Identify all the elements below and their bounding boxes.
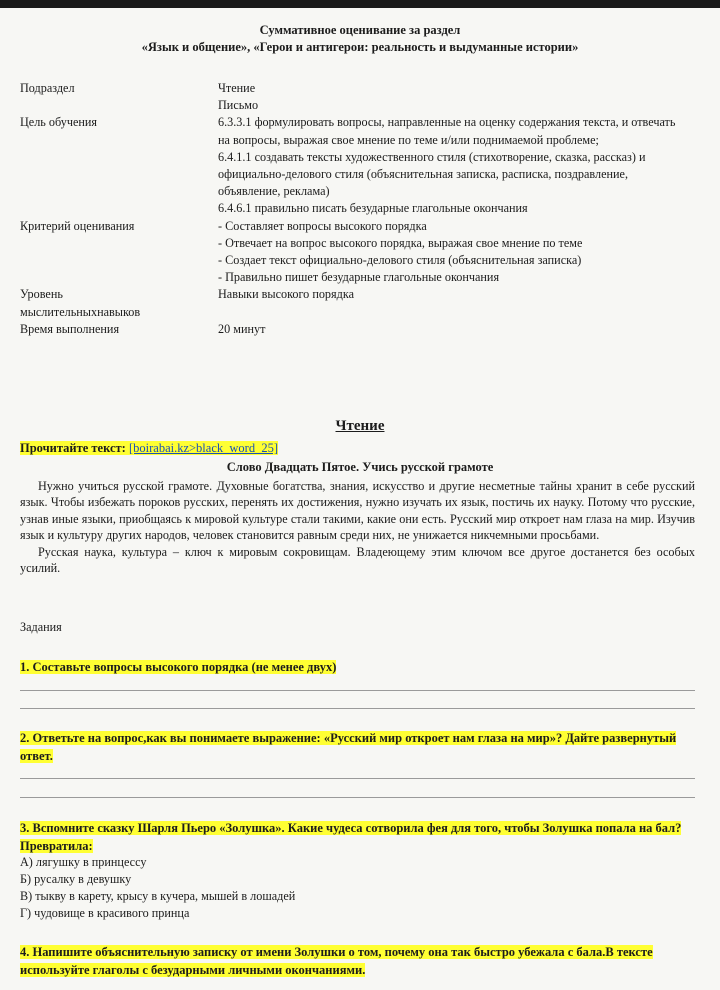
criteria-item: - Создает текст официально-делового стиля (объяснительная записка)	[218, 253, 582, 268]
level-label	[20, 286, 218, 320]
task-2-text: 2. Ответьте на вопрос,как вы понимаете выражение: «Русский мир откроет нам глаза на мир»? Дайте развернутый ответ.	[20, 731, 677, 763]
source-link[interactable]: [boirabai.kz>black_word_25]	[128, 441, 278, 455]
tasks-label: Задания	[20, 620, 62, 634]
answer-line[interactable]	[20, 797, 695, 798]
task-2	[20, 729, 695, 765]
time-value: 20 минут	[218, 321, 266, 336]
subsection-label: Подраздел	[20, 81, 75, 95]
read-instruction-text: Прочитайте текст:	[20, 441, 129, 455]
option-c[interactable]: В) тыкву в карету, крысу в кучера, мышей в лошадей	[20, 889, 296, 903]
level-label-line: мыслительныхнавыков	[20, 304, 141, 319]
level-label-line: Уровень	[20, 287, 63, 302]
criteria-item: - Отвечает на вопрос высокого порядка, выражая свое мнение по теме	[218, 235, 583, 250]
assessment-info-table	[20, 80, 688, 338]
task-1	[20, 658, 695, 676]
answer-line[interactable]	[20, 778, 695, 779]
criteria-item: - Составляет вопросы высокого порядка	[218, 218, 427, 233]
goal-item: 6.3.3.1 формулировать вопросы, направленные на оценку содержания текста, и отвечать на вопросы, выражая свое мнение по теме и/или поднимаемой проблеме;	[218, 115, 676, 147]
reading-text	[20, 478, 695, 576]
option-d[interactable]: Г) чудовище в красивого принца	[20, 906, 190, 920]
task-4-text: 4. Напишите объяснительную записку от имени Золушки о том, почему она так быстро убежала с бала.В тексте используйте глаголы с безударными личными окончаниями.	[20, 945, 653, 977]
reading-paragraph: Нужно учиться русской грамоте. Духовные богатства, знания, искусство и другие несметные тайны хранит в себе русский язык. Чтобы избежать пороков русских, перенять их достижения, нужно изучать их язык, постичь их науку. Потому что русские, узнав иные языки, приобщаясь к мировой культуре стали такими, какие они есть. Русский мир откроет нам глаза на мир. Изучив язык и культуру других народов, человек становится равным среди них, не унижается никчемными просьбами.	[20, 479, 695, 543]
reading-paragraph: Русская наука, культура – ключ к мировым сокровищам. Владеющему этим ключом все другое достанется без особых усилий.	[20, 544, 695, 576]
goal-item: 6.4.6.1 правильно писать безударные глагольные окончания	[218, 201, 528, 216]
task-1-text: 1. Составьте вопросы высокого порядка (не менее двух)	[20, 660, 337, 674]
subsection-value-item: Письмо	[218, 98, 259, 113]
task-4	[20, 943, 695, 979]
answer-line[interactable]	[20, 708, 695, 709]
level-value: Навыки высокого порядка	[218, 287, 354, 302]
task-3-text: 3. Вспомните сказку Шарля Пьеро «Золушка». Какие чудеса сотворила фея для того, чтобы Золушка попала на бал?Превратила:	[20, 821, 682, 853]
task-3	[20, 819, 695, 855]
subsection-value-item: Чтение	[218, 81, 256, 95]
time-label: Время выполнения	[20, 321, 120, 336]
criteria-value	[218, 218, 688, 287]
criteria-item: - Правильно пишет безударные глагольные окончания	[218, 270, 500, 285]
title-line-1: Суммативное оценивание за раздел	[259, 23, 461, 37]
answer-line[interactable]	[20, 690, 695, 691]
title-line-2: «Язык и общение», «Герои и антигерои: реальность и выдуманные истории»	[141, 40, 579, 54]
document-title	[0, 22, 720, 56]
goal-label: Цель обучения	[20, 115, 98, 130]
option-a[interactable]: А) лягушку в принцессу	[20, 855, 147, 869]
task-3-options	[20, 854, 295, 922]
read-instruction	[20, 440, 695, 457]
text-title: Слово Двадцать Пятое. Учись русской грамоте	[226, 460, 494, 474]
worksheet-page	[0, 8, 720, 990]
subsection-value	[218, 80, 688, 114]
reading-heading: Чтение	[335, 418, 385, 434]
goal-item: 6.4.1.1 создавать тексты художественного стиля (стихотворение, сказка, рассказ) и официально-делового стиля (объяснительная записка, расписка, поздравление, объявление, реклама)	[218, 149, 646, 199]
criteria-label: Критерий оценивания	[20, 218, 135, 233]
goal-value	[218, 114, 688, 217]
option-b[interactable]: Б) русалку в девушку	[20, 872, 132, 886]
